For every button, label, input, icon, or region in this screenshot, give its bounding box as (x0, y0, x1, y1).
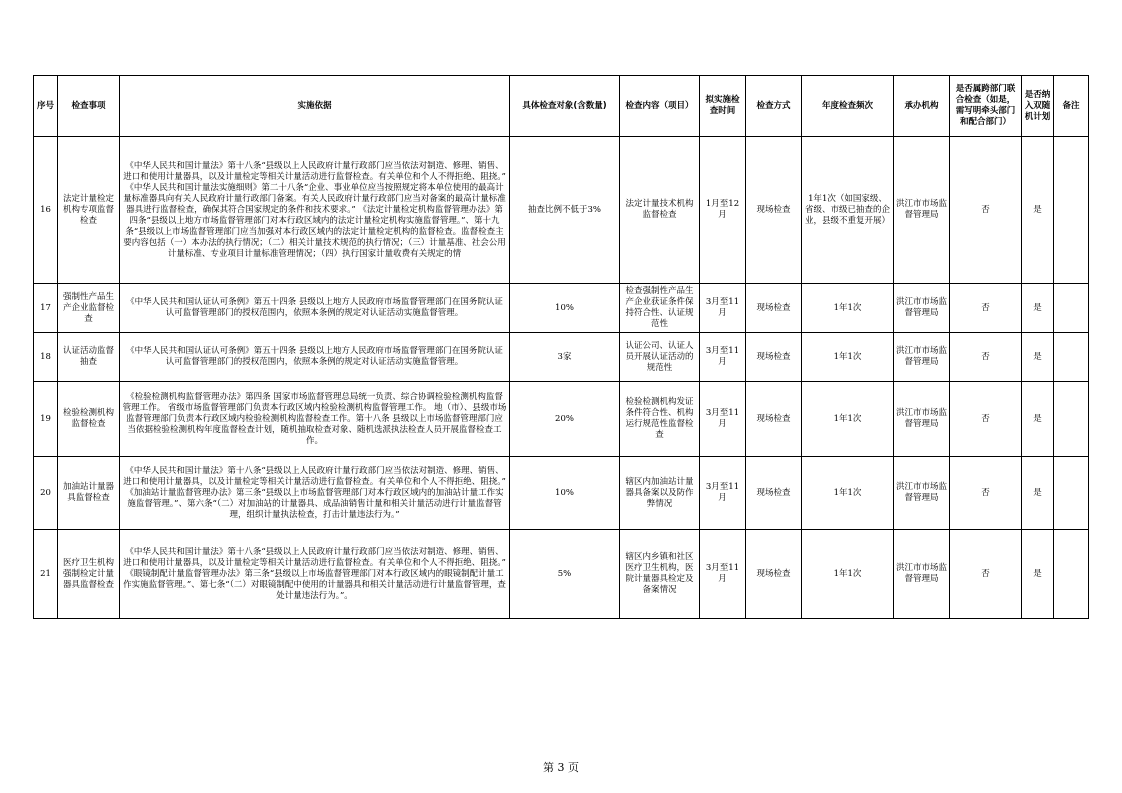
row-seq: 18 (34, 333, 58, 382)
row-item: 强制性产品生产企业监督检查 (58, 284, 120, 333)
row-freq: 1年1次 (802, 382, 894, 457)
row-content: 检验检测机构发证条件符合性、机构运行规范性监督检查 (620, 382, 700, 457)
row-freq: 1年1次 (802, 284, 894, 333)
row-method: 现场检查 (746, 530, 802, 619)
row-item: 认证活动监督抽查 (58, 333, 120, 382)
page-number: 第 3 页 (543, 761, 579, 774)
row-target: 10% (510, 284, 620, 333)
header-time: 拟实施检查时间 (700, 76, 746, 137)
table-row (34, 137, 1089, 284)
table-row (34, 382, 1089, 457)
row-target: 10% (510, 457, 620, 530)
row-org: 洪江市市场监督管理局 (894, 457, 950, 530)
row-org: 洪江市市场监督管理局 (894, 382, 950, 457)
row-item: 法定计量检定机构专项监督检查 (58, 137, 120, 284)
row-time: 3月至11月 (700, 382, 746, 457)
row-joint: 否 (950, 530, 1022, 619)
row-org: 洪江市市场监督管理局 (894, 284, 950, 333)
row-basis (120, 382, 510, 457)
row-item: 检验检测机构监督检查 (58, 382, 120, 457)
header-joint: 是否属跨部门联合检查（如是，需写明牵头部门和配合部门） (950, 76, 1022, 137)
header-method: 检查方式 (746, 76, 802, 137)
row-basis-text: 《中华人民共和国计量法》第十八条“县级以上人民政府计量行政部门应当依法对制造、修理、销售、进口和使用计量器具，以及计量检定等相关计量活动进行监督检查。有关单位和个人不得拒绝、阻挠。” 《加油站计量监督管理办法》第三条“县级以上市场监督管理部门对本行政区域内的加油站计量工作实施监督管理。”、第六条“（二）对加油站的计量器具、成品油销售计量和相关计量活动进行计量监督管理，组织计量执法检查，打击计量违法行为。” (123, 465, 506, 520)
row-plan: 是 (1022, 457, 1054, 530)
row-joint: 否 (950, 333, 1022, 382)
row-content: 辖区内乡镇和社区医疗卫生机构，医院计量器具检定及备案情况 (620, 530, 700, 619)
row-note (1054, 333, 1089, 382)
table-row (34, 530, 1089, 619)
row-basis-text: 《中华人民共和国认证认可条例》第五十四条 县级以上地方人民政府市场监督管理部门在国务院认证认可监督管理部门的授权范围内，依照本条例的规定对认证活动实施监督管理。 (126, 346, 503, 367)
row-content: 辖区内加油站计量器具备案以及防作弊情况 (620, 457, 700, 530)
row-joint: 否 (950, 457, 1022, 530)
header-seq: 序号 (34, 76, 58, 137)
row-method: 现场检查 (746, 137, 802, 284)
row-content: 法定计量技术机构监督检查 (620, 137, 700, 284)
table-row (34, 333, 1089, 382)
row-seq: 17 (34, 284, 58, 333)
row-target: 20% (510, 382, 620, 457)
row-method: 现场检查 (746, 382, 802, 457)
header-org: 承办机构 (894, 76, 950, 137)
header-content: 检查内容（项目） (620, 76, 700, 137)
row-basis (120, 284, 510, 333)
header-freq: 年度检查频次 (802, 76, 894, 137)
row-method: 现场检查 (746, 284, 802, 333)
row-target: 5% (510, 530, 620, 619)
inspection-table (33, 75, 1089, 619)
row-plan: 是 (1022, 333, 1054, 382)
row-seq: 16 (34, 137, 58, 284)
row-item: 医疗卫生机构强制检定计量器具监督检查 (58, 530, 120, 619)
row-freq: 1年1次（如国家级、省级、市级已抽查的企业，县级不重复开展） (802, 137, 894, 284)
row-plan: 是 (1022, 284, 1054, 333)
table-row (34, 284, 1089, 333)
row-time: 3月至11月 (700, 457, 746, 530)
row-plan: 是 (1022, 137, 1054, 284)
row-target: 3家 (510, 333, 620, 382)
row-joint: 否 (950, 284, 1022, 333)
row-time: 3月至11月 (700, 530, 746, 619)
header-note: 备注 (1054, 76, 1089, 137)
row-org: 洪江市市场监督管理局 (894, 530, 950, 619)
header-basis: 实施依据 (120, 76, 510, 137)
header-plan: 是否纳入双随机计划 (1022, 76, 1054, 137)
table-row (34, 457, 1089, 530)
row-basis (120, 137, 510, 284)
row-note (1054, 382, 1089, 457)
row-basis (120, 333, 510, 382)
row-freq: 1年1次 (802, 457, 894, 530)
row-time: 3月至11月 (700, 333, 746, 382)
row-basis-text: 《中华人民共和国计量法》第十八条“县级以上人民政府计量行政部门应当依法对制造、修理、销售、进口和使用计量器具，以及计量检定等相关计量活动进行监督检查。有关单位和个人不得拒绝、阻挠。” 《中华人民共和国计量法实施细则》第二十八条“企业、事业单位应当按照规定将本单位使用的最高计量标准器具向有关人民政府计量行政部门备案。有关人民政府计量行政部门应当对备案的最高计量标准器具进行监督检查，确保其符合国家规定的条件和技术要求。” 《法定计量检定机构监督管理办法》第四条“县级以上地方市场监督管理部门对本行政区域内的法定计量检定机构实施监督管理。”、第十九条“县级以上市场监督管理部门应当加强对本行政区域内的法定计量检定机构的监督检查。监督检查主要内容包括（一）本办法的执行情况；（二）相关计量技术规范的执行情况；（三）计量基准、社会公用计量标准、专业项目计量标准管理情况；（四）执行国家计量收费有关规定的情 (123, 160, 506, 259)
row-joint: 否 (950, 382, 1022, 457)
row-seq: 21 (34, 530, 58, 619)
row-note (1054, 284, 1089, 333)
header-target: 具体检查对象(含数量) (510, 76, 620, 137)
row-content: 认证公司、认证人员开展认证活动的规范性 (620, 333, 700, 382)
header-row (34, 76, 1089, 137)
row-plan: 是 (1022, 530, 1054, 619)
row-basis-text: 《中华人民共和国认证认可条例》第五十四条 县级以上地方人民政府市场监督管理部门在国务院认证认可监督管理部门的授权范围内，依照本条例的规定对认证活动实施监督管理。 (126, 297, 503, 318)
row-basis (120, 457, 510, 530)
row-seq: 19 (34, 382, 58, 457)
row-target: 抽查比例不低于3% (510, 137, 620, 284)
row-joint: 否 (950, 137, 1022, 284)
row-method: 现场检查 (746, 457, 802, 530)
row-plan: 是 (1022, 382, 1054, 457)
row-freq: 1年1次 (802, 333, 894, 382)
row-note (1054, 137, 1089, 284)
row-time: 1月至12月 (700, 137, 746, 284)
row-note (1054, 457, 1089, 530)
row-freq: 1年1次 (802, 530, 894, 619)
row-basis-text: 《中华人民共和国计量法》第十八条“县级以上人民政府计量行政部门应当依法对制造、修理、销售、进口和使用计量器具，以及计量检定等相关计量活动进行监督检查。有关单位和个人不得拒绝、阻挠。” 《眼镜制配计量监督管理办法》第三条“县级以上市场监督管理部门对本行政区域内的眼镜制配计量工作实施监督管理。”、第七条“（二）对眼镜制配中使用的计量器具和相关计量活动进行计量监督管理，查处计量违法行为。”。 (123, 546, 506, 601)
row-basis-text: 《检验检测机构监督管理办法》第四条 国家市场监督管理总局统一负责、综合协调检验检测机构监督管理工作。 省级市场监督管理部门负责本行政区域内检验检测机构监督管理工作。 地（市）、县级市场监督管理部门负责本行政区域内检验检测机构监督检查工作。第十八条 县级以上市场监督管理部门应当依据检验检测机构年度监督检查计划，随机抽取检查对象、随机选派执法检查人员开展监督检查工作。 (122, 391, 507, 446)
row-org: 洪江市市场监督管理局 (894, 333, 950, 382)
row-note (1054, 530, 1089, 619)
row-org: 洪江市市场监督管理局 (894, 137, 950, 284)
row-item: 加油站计量器具监督检查 (58, 457, 120, 530)
row-seq: 20 (34, 457, 58, 530)
row-method: 现场检查 (746, 333, 802, 382)
header-item: 检查事项 (58, 76, 120, 137)
row-time: 3月至11月 (700, 284, 746, 333)
row-content: 检查强制性产品生产企业获证条件保持符合性、认证规范性 (620, 284, 700, 333)
row-basis (120, 530, 510, 619)
